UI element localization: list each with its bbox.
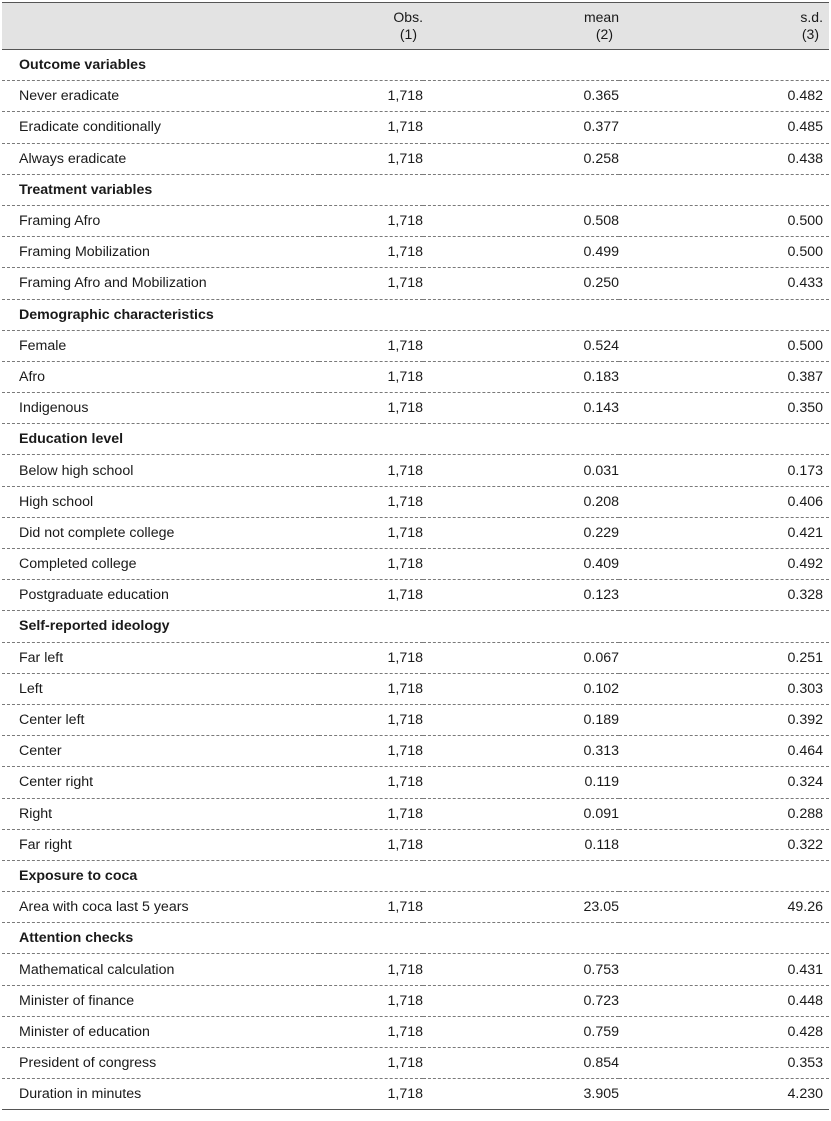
- cell-obs: 1,718: [319, 954, 423, 985]
- cell-mean: 0.183: [423, 361, 619, 392]
- cell-obs: 1,718: [319, 143, 423, 174]
- cell-mean: 0.091: [423, 798, 619, 829]
- cell-obs: 1,718: [319, 1079, 423, 1110]
- cell-obs: 1,718: [319, 829, 423, 860]
- header-row: [2, 3, 829, 50]
- cell-sd: 0.500: [619, 205, 829, 236]
- table-row: [2, 549, 829, 580]
- cell-sd: 4.230: [619, 1079, 829, 1110]
- header-sd: [619, 3, 829, 50]
- section-header-row: [2, 299, 829, 330]
- cell-mean: 0.119: [423, 767, 619, 798]
- header-mean-name: mean: [583, 9, 619, 25]
- row-label: Framing Afro and Mobilization: [2, 268, 319, 299]
- cell-obs: 1,718: [319, 486, 423, 517]
- cell-sd: 0.251: [619, 642, 829, 673]
- row-label: Center right: [2, 767, 319, 798]
- row-label: Far left: [2, 642, 319, 673]
- row-label: Always eradicate: [2, 143, 319, 174]
- cell-mean: 0.409: [423, 549, 619, 580]
- table-row: [2, 330, 829, 361]
- section-header-row: [2, 50, 829, 81]
- cell-sd: 0.448: [619, 985, 829, 1016]
- table-row: [2, 205, 829, 236]
- cell-mean: 0.250: [423, 268, 619, 299]
- row-label: Completed college: [2, 549, 319, 580]
- row-label: Left: [2, 673, 319, 704]
- header-mean-number: (2): [595, 26, 613, 42]
- row-label: Framing Afro: [2, 205, 319, 236]
- section-header-row: [2, 424, 829, 455]
- row-label: Center: [2, 736, 319, 767]
- cell-obs: 1,718: [319, 237, 423, 268]
- row-label: Indigenous: [2, 393, 319, 424]
- cell-sd: 0.438: [619, 143, 829, 174]
- table-row: [2, 580, 829, 611]
- cell-obs: 1,718: [319, 767, 423, 798]
- cell-obs: 1,718: [319, 892, 423, 923]
- cell-obs: 1,718: [319, 268, 423, 299]
- table-row: [2, 1016, 829, 1047]
- table-row: [2, 517, 829, 548]
- table-row: [2, 237, 829, 268]
- cell-mean: 0.258: [423, 143, 619, 174]
- table-row: [2, 642, 829, 673]
- cell-obs: 1,718: [319, 798, 423, 829]
- cell-obs: 1,718: [319, 361, 423, 392]
- cell-obs: 1,718: [319, 704, 423, 735]
- header-obs-number: (1): [399, 26, 417, 42]
- row-label: Eradicate conditionally: [2, 112, 319, 143]
- cell-mean: 0.143: [423, 393, 619, 424]
- section-title: Treatment variables: [2, 174, 829, 205]
- cell-sd: 0.322: [619, 829, 829, 860]
- cell-sd: 0.485: [619, 112, 829, 143]
- section-header-row: [2, 174, 829, 205]
- cell-sd: 0.492: [619, 549, 829, 580]
- cell-sd: 0.353: [619, 1048, 829, 1079]
- cell-obs: 1,718: [319, 673, 423, 704]
- table-row: [2, 985, 829, 1016]
- table-header: [2, 3, 829, 50]
- cell-obs: 1,718: [319, 1048, 423, 1079]
- table-row: [2, 1079, 829, 1110]
- table-row: [2, 268, 829, 299]
- summary-statistics-table: [2, 2, 829, 1110]
- section-title: Education level: [2, 424, 829, 455]
- row-label: Framing Mobilization: [2, 237, 319, 268]
- cell-obs: 1,718: [319, 517, 423, 548]
- header-mean: [423, 3, 619, 50]
- row-label: Mathematical calculation: [2, 954, 319, 985]
- row-label: Afro: [2, 361, 319, 392]
- cell-obs: 1,718: [319, 736, 423, 767]
- cell-sd: 0.421: [619, 517, 829, 548]
- cell-sd: 0.482: [619, 81, 829, 112]
- table-row: [2, 954, 829, 985]
- cell-obs: 1,718: [319, 81, 423, 112]
- header-sd-name: s.d.: [800, 9, 823, 25]
- cell-mean: 0.189: [423, 704, 619, 735]
- row-label: Postgraduate education: [2, 580, 319, 611]
- table-row: [2, 112, 829, 143]
- table-row: [2, 892, 829, 923]
- table-row: [2, 1048, 829, 1079]
- cell-mean: 0.723: [423, 985, 619, 1016]
- cell-obs: 1,718: [319, 985, 423, 1016]
- cell-obs: 1,718: [319, 580, 423, 611]
- cell-sd: 0.328: [619, 580, 829, 611]
- cell-mean: 0.377: [423, 112, 619, 143]
- cell-mean: 0.508: [423, 205, 619, 236]
- cell-mean: 0.102: [423, 673, 619, 704]
- cell-mean: 3.905: [423, 1079, 619, 1110]
- section-header-row: [2, 860, 829, 891]
- row-label: Center left: [2, 704, 319, 735]
- row-label: President of congress: [2, 1048, 319, 1079]
- cell-sd: 0.500: [619, 237, 829, 268]
- cell-mean: 0.499: [423, 237, 619, 268]
- table-row: [2, 393, 829, 424]
- table-row: [2, 143, 829, 174]
- cell-mean: 0.229: [423, 517, 619, 548]
- table-row: [2, 673, 829, 704]
- cell-mean: 0.759: [423, 1016, 619, 1047]
- table-row: [2, 455, 829, 486]
- cell-obs: 1,718: [319, 393, 423, 424]
- section-title: Outcome variables: [2, 50, 829, 81]
- cell-mean: 0.118: [423, 829, 619, 860]
- cell-sd: 0.173: [619, 455, 829, 486]
- table-row: [2, 486, 829, 517]
- cell-sd: 0.428: [619, 1016, 829, 1047]
- header-sd-number: (3): [801, 26, 819, 42]
- section-header-row: [2, 611, 829, 642]
- table-row: [2, 767, 829, 798]
- row-label: Far right: [2, 829, 319, 860]
- row-label: Right: [2, 798, 319, 829]
- row-label: Minister of education: [2, 1016, 319, 1047]
- cell-mean: 0.031: [423, 455, 619, 486]
- cell-sd: 0.324: [619, 767, 829, 798]
- cell-obs: 1,718: [319, 1016, 423, 1047]
- cell-sd: 0.406: [619, 486, 829, 517]
- table-row: [2, 81, 829, 112]
- header-obs: [319, 3, 423, 50]
- row-label: Never eradicate: [2, 81, 319, 112]
- section-title: Attention checks: [2, 923, 829, 954]
- table-row: [2, 736, 829, 767]
- header-obs-name: Obs.: [393, 9, 423, 25]
- cell-mean: 0.067: [423, 642, 619, 673]
- table-row: [2, 704, 829, 735]
- table-row: [2, 798, 829, 829]
- cell-mean: 0.753: [423, 954, 619, 985]
- cell-mean: 0.524: [423, 330, 619, 361]
- cell-sd: 49.26: [619, 892, 829, 923]
- section-header-row: [2, 923, 829, 954]
- row-label: Below high school: [2, 455, 319, 486]
- cell-obs: 1,718: [319, 330, 423, 361]
- cell-sd: 0.288: [619, 798, 829, 829]
- cell-obs: 1,718: [319, 642, 423, 673]
- cell-obs: 1,718: [319, 455, 423, 486]
- table-body: [2, 50, 829, 1110]
- cell-mean: 0.313: [423, 736, 619, 767]
- header-label-column: [2, 3, 319, 50]
- cell-sd: 0.433: [619, 268, 829, 299]
- cell-mean: 0.854: [423, 1048, 619, 1079]
- cell-mean: 0.123: [423, 580, 619, 611]
- cell-sd: 0.392: [619, 704, 829, 735]
- cell-sd: 0.431: [619, 954, 829, 985]
- cell-sd: 0.387: [619, 361, 829, 392]
- cell-obs: 1,718: [319, 112, 423, 143]
- cell-obs: 1,718: [319, 549, 423, 580]
- cell-mean: 0.365: [423, 81, 619, 112]
- row-label: Area with coca last 5 years: [2, 892, 319, 923]
- section-title: Demographic characteristics: [2, 299, 829, 330]
- row-label: Did not complete college: [2, 517, 319, 548]
- row-label: Minister of finance: [2, 985, 319, 1016]
- cell-sd: 0.303: [619, 673, 829, 704]
- cell-mean: 0.208: [423, 486, 619, 517]
- section-title: Self-reported ideology: [2, 611, 829, 642]
- table-row: [2, 829, 829, 860]
- cell-mean: 23.05: [423, 892, 619, 923]
- table-row: [2, 361, 829, 392]
- cell-sd: 0.500: [619, 330, 829, 361]
- cell-sd: 0.464: [619, 736, 829, 767]
- section-title: Exposure to coca: [2, 860, 829, 891]
- row-label: Female: [2, 330, 319, 361]
- cell-sd: 0.350: [619, 393, 829, 424]
- row-label: Duration in minutes: [2, 1079, 319, 1110]
- cell-obs: 1,718: [319, 205, 423, 236]
- row-label: High school: [2, 486, 319, 517]
